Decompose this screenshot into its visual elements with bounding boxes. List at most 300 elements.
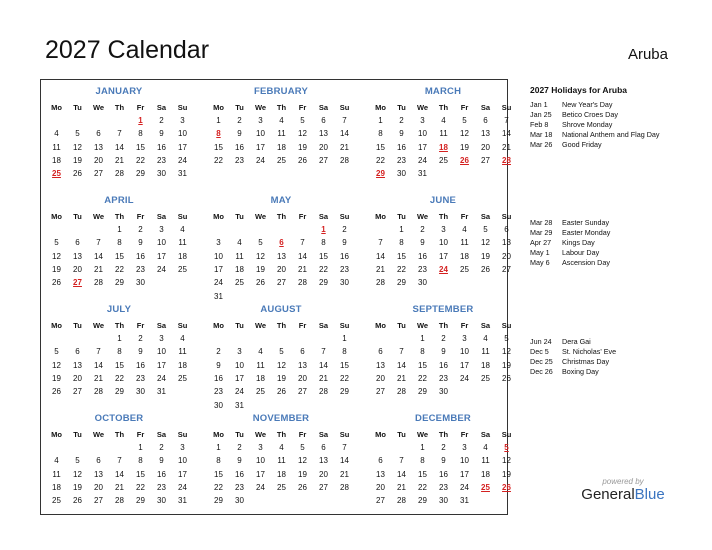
day-cell: 8 — [216, 129, 221, 139]
day-cell: 10 — [439, 238, 448, 248]
empty-day-cell — [292, 225, 313, 234]
day-cell: 15 — [340, 360, 349, 370]
day-cell: 5 — [504, 334, 509, 343]
holiday-row — [530, 228, 610, 238]
day-cell: 1 — [399, 225, 404, 234]
weekday-label: Tu — [235, 430, 244, 439]
day-cell: 12 — [502, 456, 511, 466]
day-cell: 23 — [235, 155, 244, 165]
day-cell: 1 — [138, 443, 143, 452]
day-cell: 21 — [397, 373, 406, 383]
week-row — [46, 116, 194, 125]
day-cell: 25 — [256, 387, 265, 397]
day-cell: 7 — [504, 116, 509, 125]
day-cell: 27 — [319, 155, 328, 165]
weekday-label: Sa — [318, 212, 329, 221]
day-cell: 5 — [54, 238, 59, 248]
day-cell: 8 — [420, 347, 425, 357]
day-cell: 8 — [117, 347, 122, 357]
day-cell: 23 — [418, 264, 427, 274]
day-cell: 13 — [94, 142, 103, 152]
day-cell: 27 — [376, 496, 385, 506]
day-cell: 8 — [138, 129, 143, 139]
brand-logo — [578, 477, 668, 503]
day-cell: 23 — [439, 482, 448, 492]
day-cell: 6 — [321, 116, 326, 125]
week-row — [370, 116, 518, 125]
day-cell: 2 — [342, 225, 347, 234]
holiday-date: Jan 25 — [530, 110, 552, 119]
day-cell: 8 — [138, 456, 143, 466]
month-name: MAY — [270, 195, 292, 206]
day-cell: 4 — [258, 347, 263, 357]
holiday-date: Mar 26 — [530, 140, 553, 149]
calendar-frame — [40, 79, 512, 515]
holiday-row — [530, 120, 660, 130]
day-cell: 16 — [235, 142, 244, 152]
day-cell: 28 — [319, 387, 328, 397]
weekday-label: Sa — [156, 321, 167, 330]
week-row — [370, 278, 518, 287]
week-row — [46, 443, 194, 452]
week-row — [208, 116, 356, 125]
empty-day-cell — [46, 225, 67, 234]
holiday-row — [530, 140, 660, 150]
day-cell: 22 — [418, 482, 427, 492]
week-row — [208, 470, 356, 479]
day-cell: 4 — [54, 456, 59, 466]
holiday-row — [530, 347, 616, 357]
empty-day-cell — [475, 278, 496, 287]
day-cell: 3 — [159, 334, 164, 343]
weekday-label: Th — [114, 212, 125, 221]
week-row — [370, 387, 518, 396]
day-cell: 13 — [73, 360, 82, 370]
week-row — [208, 347, 356, 356]
day-cell: 2 — [420, 225, 425, 234]
day-cell: 1 — [342, 334, 347, 343]
day-cell: 18 — [439, 142, 448, 152]
day-cell: 15 — [418, 360, 427, 370]
day-cell: 26 — [502, 482, 511, 492]
day-cell: 3 — [180, 116, 185, 125]
day-cell: 26 — [73, 169, 82, 179]
holidays-title: 2027 Holidays for Aruba — [530, 85, 627, 95]
empty-day-cell — [67, 334, 88, 343]
day-cell: 25 — [277, 155, 286, 165]
holiday-name: New Year's Day — [562, 100, 613, 109]
month-name: DECEMBER — [415, 413, 471, 424]
day-cell: 20 — [277, 264, 286, 274]
weekday-label: We — [254, 212, 267, 221]
day-cell: 16 — [439, 360, 448, 370]
day-cell: 24 — [157, 373, 166, 383]
holiday-date: Jan 1 — [530, 100, 548, 109]
day-cell: 30 — [418, 278, 427, 288]
month-august — [208, 300, 356, 408]
day-cell: 15 — [115, 251, 124, 261]
day-cell: 11 — [235, 251, 244, 261]
holiday-row — [530, 258, 610, 268]
empty-day-cell — [250, 334, 271, 343]
weekday-header — [370, 430, 518, 439]
weekday-label: We — [416, 212, 429, 221]
day-cell: 29 — [397, 278, 406, 288]
day-cell: 24 — [256, 155, 265, 165]
day-cell: 31 — [178, 496, 187, 506]
weekday-label: Th — [276, 430, 287, 439]
month-december — [370, 409, 518, 517]
weekday-label: Tu — [397, 430, 406, 439]
empty-day-cell — [391, 443, 412, 452]
weekday-label: Mo — [51, 103, 62, 112]
day-cell: 20 — [376, 373, 385, 383]
day-cell: 3 — [216, 238, 221, 248]
weekday-label: Mo — [375, 321, 386, 330]
empty-day-cell — [67, 116, 88, 125]
day-cell: 2 — [441, 334, 446, 343]
day-cell: 8 — [321, 238, 326, 248]
day-cell: 11 — [481, 347, 490, 357]
day-cell: 20 — [298, 373, 307, 383]
day-cell: 23 — [136, 264, 145, 274]
day-cell: 19 — [298, 142, 307, 152]
week-row — [208, 496, 356, 505]
empty-day-cell — [271, 334, 292, 343]
week-row — [208, 483, 356, 492]
weekday-header — [46, 212, 194, 221]
day-cell: 6 — [96, 129, 101, 139]
day-cell: 16 — [397, 142, 406, 152]
weekday-label: We — [416, 430, 429, 439]
weekday-label: Tu — [397, 321, 406, 330]
day-cell: 21 — [502, 142, 511, 152]
day-cell: 7 — [321, 347, 326, 357]
day-cell: 6 — [504, 225, 509, 234]
day-cell: 25 — [178, 373, 187, 383]
day-cell: 21 — [340, 469, 349, 479]
day-cell: 26 — [502, 373, 511, 383]
day-cell: 26 — [52, 278, 61, 288]
day-cell: 22 — [136, 155, 145, 165]
day-cell: 9 — [441, 456, 446, 466]
holiday-name: Good Friday — [562, 140, 602, 149]
day-cell: 17 — [256, 142, 265, 152]
day-cell: 31 — [460, 496, 469, 506]
day-cell: 9 — [138, 238, 143, 248]
day-cell: 21 — [340, 142, 349, 152]
weekday-label: Sa — [480, 321, 491, 330]
weekday-label: Tu — [73, 212, 82, 221]
day-cell: 19 — [52, 373, 61, 383]
day-cell: 19 — [277, 373, 286, 383]
day-cell: 29 — [340, 387, 349, 397]
day-cell: 1 — [117, 225, 122, 234]
day-cell: 25 — [460, 264, 469, 274]
month-name: MARCH — [424, 86, 462, 97]
day-cell: 23 — [136, 373, 145, 383]
month-name: AUGUST — [260, 304, 302, 315]
holiday-row — [530, 100, 660, 110]
day-cell: 15 — [115, 360, 124, 370]
week-row — [46, 496, 194, 505]
day-cell: 11 — [460, 238, 469, 248]
day-cell: 14 — [94, 251, 103, 261]
day-cell: 22 — [136, 482, 145, 492]
day-cell: 26 — [481, 264, 490, 274]
week-row — [208, 143, 356, 152]
day-cell: 4 — [279, 443, 284, 452]
weekday-label: Th — [438, 103, 449, 112]
day-cell: 28 — [115, 496, 124, 506]
weekday-label: Tu — [235, 321, 244, 330]
empty-day-cell — [88, 443, 109, 452]
day-cell: 7 — [399, 456, 404, 466]
empty-day-cell — [46, 443, 67, 452]
day-cell: 30 — [340, 278, 349, 288]
day-cell: 2 — [441, 443, 446, 452]
holiday-name: Dera Gai — [562, 337, 591, 346]
day-cell: 22 — [319, 264, 328, 274]
day-cell: 29 — [136, 496, 145, 506]
weekday-label: Su — [339, 212, 350, 221]
day-cell: 8 — [399, 238, 404, 248]
weekday-label: Fr — [136, 321, 145, 330]
day-cell: 17 — [235, 373, 244, 383]
empty-day-cell — [208, 334, 229, 343]
day-cell: 2 — [399, 116, 404, 125]
weekday-label: Th — [438, 212, 449, 221]
day-cell: 5 — [75, 456, 80, 466]
week-row — [370, 483, 518, 492]
day-cell: 23 — [439, 373, 448, 383]
empty-day-cell — [370, 443, 391, 452]
day-cell: 26 — [277, 387, 286, 397]
day-cell: 1 — [216, 116, 221, 125]
holiday-date: Mar 18 — [530, 130, 553, 139]
day-cell: 4 — [441, 116, 446, 125]
empty-day-cell — [229, 334, 250, 343]
weekday-label: Su — [339, 430, 350, 439]
weekday-label: Th — [276, 321, 287, 330]
day-cell: 10 — [235, 360, 244, 370]
weekday-label: Fr — [298, 103, 307, 112]
weekday-label: Sa — [156, 430, 167, 439]
week-row — [208, 361, 356, 370]
day-cell: 13 — [481, 129, 490, 139]
day-cell: 13 — [376, 360, 385, 370]
week-row — [370, 252, 518, 261]
day-cell: 9 — [237, 456, 242, 466]
day-cell: 1 — [420, 443, 425, 452]
day-cell: 23 — [397, 155, 406, 165]
day-cell: 2 — [138, 334, 143, 343]
day-cell: 4 — [180, 334, 185, 343]
weekday-label: Mo — [375, 103, 386, 112]
day-cell: 14 — [115, 142, 124, 152]
day-cell: 19 — [502, 469, 511, 479]
empty-day-cell — [271, 496, 292, 505]
day-cell: 25 — [52, 169, 61, 179]
day-cell: 24 — [256, 482, 265, 492]
empty-day-cell — [172, 278, 193, 287]
week-row — [46, 347, 194, 356]
day-cell: 19 — [298, 469, 307, 479]
week-row — [46, 238, 194, 247]
weekday-label: Sa — [318, 321, 329, 330]
day-cell: 16 — [157, 142, 166, 152]
day-cell: 25 — [178, 264, 187, 274]
empty-day-cell — [433, 278, 454, 287]
day-cell: 15 — [136, 142, 145, 152]
day-cell: 15 — [376, 142, 385, 152]
empty-day-cell — [46, 116, 67, 125]
day-cell: 9 — [216, 360, 221, 370]
weekday-label: We — [416, 321, 429, 330]
weekday-label: Sa — [318, 103, 329, 112]
weekday-label: We — [416, 103, 429, 112]
day-cell: 13 — [319, 129, 328, 139]
day-cell: 17 — [157, 251, 166, 261]
day-cell: 25 — [439, 155, 448, 165]
day-cell: 28 — [397, 496, 406, 506]
week-row — [208, 374, 356, 383]
empty-day-cell — [370, 334, 391, 343]
day-cell: 4 — [483, 334, 488, 343]
weekday-label: We — [254, 103, 267, 112]
day-cell: 23 — [214, 387, 223, 397]
weekday-label: Tu — [73, 430, 82, 439]
holiday-row — [530, 238, 610, 248]
day-cell: 23 — [157, 155, 166, 165]
weekday-label: Fr — [136, 103, 145, 112]
weekday-label: Fr — [460, 321, 469, 330]
day-cell: 7 — [300, 238, 305, 248]
day-cell: 1 — [321, 225, 326, 234]
day-cell: 6 — [378, 347, 383, 357]
weekday-label: Mo — [375, 212, 386, 221]
weekday-label: Fr — [460, 103, 469, 112]
day-cell: 14 — [298, 251, 307, 261]
day-cell: 16 — [418, 251, 427, 261]
day-cell: 17 — [214, 264, 223, 274]
week-row — [208, 443, 356, 452]
day-cell: 3 — [441, 225, 446, 234]
day-cell: 17 — [178, 142, 187, 152]
empty-day-cell — [475, 387, 496, 396]
day-cell: 9 — [420, 238, 425, 248]
day-cell: 29 — [214, 496, 223, 506]
day-cell: 24 — [178, 482, 187, 492]
day-cell: 24 — [178, 155, 187, 165]
weekday-label: Su — [501, 103, 512, 112]
week-row — [46, 374, 194, 383]
weekday-label: Su — [501, 430, 512, 439]
day-cell: 24 — [418, 155, 427, 165]
holiday-date: May 1 — [530, 248, 550, 257]
day-cell: 17 — [157, 360, 166, 370]
weekday-label: Mo — [213, 212, 224, 221]
day-cell: 10 — [178, 456, 187, 466]
day-cell: 8 — [117, 238, 122, 248]
day-cell: 18 — [178, 360, 187, 370]
day-cell: 30 — [397, 169, 406, 179]
week-row — [46, 265, 194, 274]
day-cell: 6 — [279, 238, 284, 248]
weekday-header — [46, 103, 194, 112]
day-cell: 11 — [178, 347, 187, 357]
day-cell: 12 — [73, 469, 82, 479]
weekday-label: Mo — [213, 430, 224, 439]
weekday-label: We — [92, 430, 105, 439]
weekday-header — [370, 212, 518, 221]
day-cell: 7 — [399, 347, 404, 357]
day-cell: 28 — [298, 278, 307, 288]
day-cell: 17 — [178, 469, 187, 479]
month-name: APRIL — [104, 195, 134, 206]
day-cell: 27 — [94, 496, 103, 506]
holiday-name: Betico Croes Day — [562, 110, 618, 119]
day-cell: 29 — [418, 496, 427, 506]
weekday-label: Sa — [480, 430, 491, 439]
week-row — [46, 252, 194, 261]
day-cell: 21 — [319, 373, 328, 383]
holiday-group-2 — [530, 218, 610, 268]
brand-name-blue: Blue — [634, 486, 665, 503]
holiday-name: Shrove Monday — [562, 120, 613, 129]
calendar-title: 2027 Calendar — [45, 36, 210, 64]
holiday-name: Christmas Day — [562, 357, 610, 366]
day-cell: 20 — [319, 142, 328, 152]
empty-day-cell — [151, 278, 172, 287]
day-cell: 17 — [256, 469, 265, 479]
day-cell: 11 — [277, 456, 286, 466]
day-cell: 13 — [298, 360, 307, 370]
day-cell: 19 — [460, 142, 469, 152]
week-row — [370, 238, 518, 247]
day-cell: 11 — [52, 142, 61, 152]
weekday-label: Fr — [136, 212, 145, 221]
weekday-label: Su — [501, 321, 512, 330]
weekday-label: Th — [114, 321, 125, 330]
day-cell: 21 — [298, 264, 307, 274]
day-cell: 1 — [420, 334, 425, 343]
week-row — [208, 225, 356, 234]
empty-day-cell — [454, 278, 475, 287]
weekday-label: Mo — [51, 212, 62, 221]
day-cell: 14 — [397, 469, 406, 479]
holiday-row — [530, 337, 616, 347]
empty-day-cell — [454, 169, 475, 178]
day-cell: 17 — [439, 251, 448, 261]
day-cell: 28 — [340, 155, 349, 165]
day-cell: 17 — [418, 142, 427, 152]
day-cell: 14 — [376, 251, 385, 261]
day-cell: 16 — [136, 251, 145, 261]
day-cell: 30 — [439, 387, 448, 397]
day-cell: 5 — [504, 443, 509, 452]
day-cell: 11 — [439, 129, 448, 139]
day-cell: 8 — [420, 456, 425, 466]
day-cell: 29 — [319, 278, 328, 288]
day-cell: 13 — [376, 469, 385, 479]
day-cell: 2 — [237, 443, 242, 452]
holiday-name: Boxing Day — [562, 367, 599, 376]
day-cell: 7 — [378, 238, 383, 248]
day-cell: 27 — [481, 155, 490, 165]
day-cell: 13 — [319, 456, 328, 466]
day-cell: 20 — [94, 155, 103, 165]
